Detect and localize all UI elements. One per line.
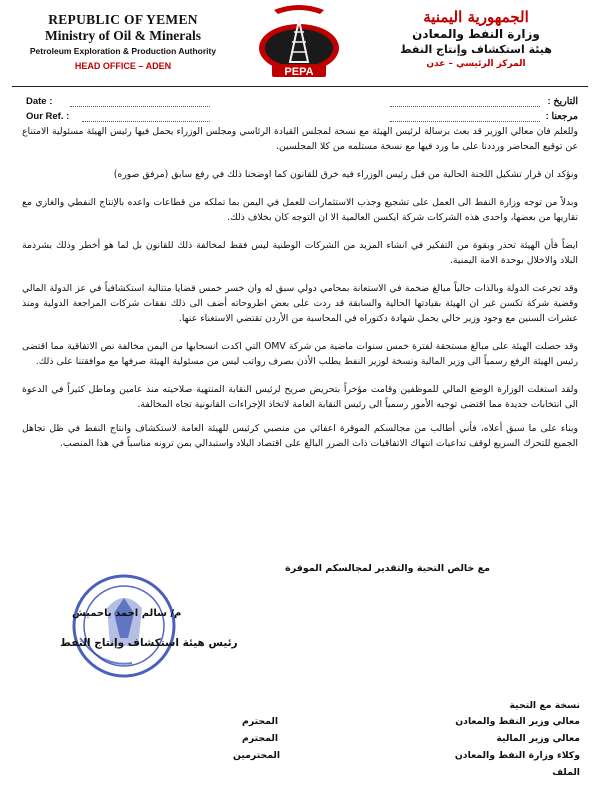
copies-heading: نسخة مع التحية	[509, 700, 580, 711]
date-dots-ar	[390, 106, 540, 107]
logo-text: PEPA	[284, 66, 314, 78]
letter-body	[22, 124, 578, 460]
ref-label-ar: مرجعنا :	[545, 111, 578, 122]
ref-dots-ar	[390, 121, 540, 122]
copy-recipient: معالي وزير النفط والمعادن	[455, 716, 580, 727]
copy-recipient: وكلاء وزارة النفط والمعادن	[454, 750, 580, 761]
ref-dots	[82, 121, 210, 122]
signatory-title: رئيس هيئة استكشاف وإنتاج النفط	[60, 637, 238, 649]
header-ministry-ar: وزارة النفط والمعادن	[412, 27, 540, 41]
paragraph: ايضاً فأن الهيئة تحذر وبقوة من التفكير في انشاء المزيد من الشركات الوطنية ليس فقط لمخالفة ذلك للقانون بل لما هو أخطر وذلك بشرذمة البلاد والاخلال بوحدة الامة اليمنية.	[22, 240, 578, 266]
paragraph: وللعلم فان معالي الوزير قد بعث برسالة لرئيس الهيئة مع نسخة لمجلس القيادة الرئاسي ومجلس الوزراء يحمل فيها رئيس الهيئة مسئولية الامتناع عن توقيع المحاضر ورددنا على ما ورد فيها مع نسخة مستلمه من كلا المجلسين.	[22, 126, 578, 152]
paragraph: ولقد استغلت الوزارة الوضع المالي للموظفين وقامت مؤخراً بتحريض صريح لرئيس النقابة المنتهية صلاحيته منذ عامين وماطل كثيراً في الدعوة الى انتخابات جديدة مما اقتضى توجيه الأمور رسمياً الى رئيس النقابة العامة لاتخاذ الإجراءات القانونية تجاه المخالفة.	[22, 384, 578, 410]
signatory-name: م/ سالم احمد باحميش	[72, 608, 182, 619]
header-office-en: HEAD OFFICE – ADEN	[74, 61, 172, 71]
closing-line: مع خالص التحية والتقدير لمجالسكم الموقرة	[285, 563, 490, 574]
paragraph: وقد تجرعت الدولة وبالذات حالياً مبالغ ضخمة في الاستعانة بمحامي دولي سبق له وان خسر خمس قضايا متتالية استكشافياً في عز الدولة المالي وقضية شركة تكسن غير ان الهيئة بقيادتها الحالية والسابقة قد ردت على بعض اطروحاته أضف الى ذلك نفقات شركات المراجعة الدولية ومنذ عشرات السنين مع وجود وزير حالي يحمل شهادة دكتوراه في المحاسبة من الأردن تقتضي الاستغناء عنها.	[22, 283, 578, 324]
copy-honorific: المحترم	[242, 733, 279, 744]
header-english	[18, 12, 228, 74]
header-country-en: REPUBLIC OF YEMEN	[48, 12, 198, 27]
date-label-ar: التاريخ :	[547, 96, 578, 107]
copy-recipient: الملف	[552, 767, 580, 778]
header-ministry-en: Ministry of Oil & Minerals	[45, 28, 201, 43]
copy-recipient: معالي وزير المالية	[496, 733, 580, 744]
copy-honorific: المحترمين	[233, 750, 281, 761]
header-divider	[12, 86, 588, 87]
paragraph: وقد حصلت الهيئة على مبالغ مستحقة لفترة خمس سنوات ماضية من شركة OMV التي اكدت انسحابها من اليمن مخالفة نص الاتفاقية مما اقتضى رئيس الهيئة الرفع رسمياً الى وزير المالية ونسخة لوزير النفط يطلب الأذن بصرف رواتب ليس من مسئولية الهيئة صرفها مع موافقتنا على ذلك.	[22, 341, 578, 367]
header-office-ar: المركز الرئيسي – عدن	[426, 59, 526, 69]
copy-honorific: المحترم	[242, 716, 279, 727]
paragraph: ونؤكد ان قرار تشكيل اللجنة الحالية من قبل رئيس الوزراء فيه خرق للقانون كما اوضحنا ذلك في رفع سابق (مرفق صوره)	[113, 169, 578, 180]
header-authority-en: Petroleum Exploration & Production Authority	[29, 46, 217, 56]
header-arabic	[366, 8, 586, 72]
pepa-logo	[252, 2, 346, 82]
header-country-ar: الجمهورية اليمنية	[423, 8, 529, 26]
paragraph: وبدلاً من توجه وزارة النفط الى العمل على تشجيع وجذب الاستثمارات للعمل في اليمن بما تملكه من قطاعات واعده بالإنتاج النفطي والغازي مع تقاريها من بعضها، واحدى هذه الشركات شركة ايكسن العالمية الا ان التوجه كان بخلاف ذلك.	[22, 197, 578, 223]
header-authority-ar: هيئة استكشاف وإنتاج النفط	[400, 43, 552, 56]
date-dots	[70, 106, 210, 107]
date-label: Date :	[26, 96, 53, 107]
paragraph: وبناء على ما سبق أعلاه، فأني أطالب من مجالسكم الموقرة اعفائي من منصبي كرئيس للهيئة العامة لاستكشاف وانتاج النفط في ظل تجاهل الجميع للتحرك السريع لوقف تداعيات انتهاك الاتفاقيات ذات الضرر البالغ على اقتصاد البلاد واستبدالي بمن ترونه مناسباً في هذا المنصب.	[22, 423, 578, 449]
ref-label: Our Ref. :	[26, 111, 70, 122]
